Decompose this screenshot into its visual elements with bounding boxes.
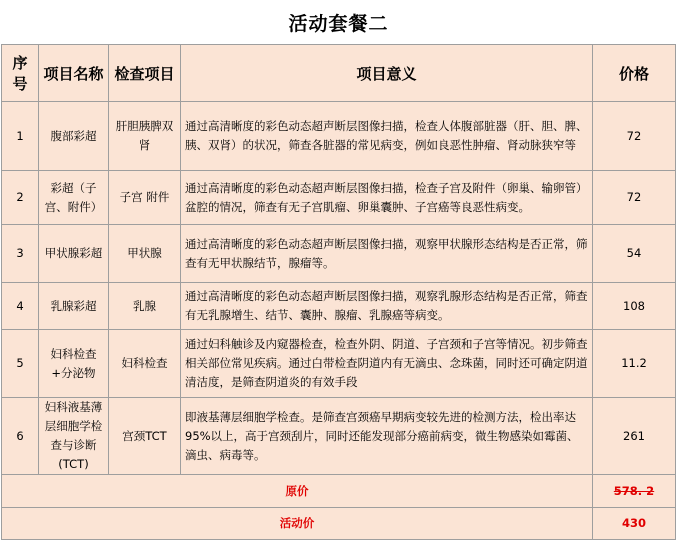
row-no: 5 xyxy=(2,330,39,398)
original-price-value xyxy=(593,475,676,508)
original-price-row xyxy=(2,475,676,508)
row-check: 乳腺 xyxy=(109,283,181,330)
row-price: 72 xyxy=(593,171,676,225)
row-check: 甲状腺 xyxy=(109,225,181,283)
promo-price-label: 活动价 xyxy=(2,508,593,540)
row-no: 1 xyxy=(2,102,39,171)
package-table xyxy=(1,44,676,540)
row-check: 肝胆胰脾双肾 xyxy=(109,102,181,171)
header-no: 序号 xyxy=(2,45,39,102)
promo-price-value: 430 xyxy=(593,508,676,540)
row-name: 腹部彩超 xyxy=(39,102,109,171)
row-meaning: 通过高清晰度的彩色动态超声断层图像扫描，观察甲状腺形态结构是否正常，筛查有无甲状腺结节，腺瘤等。 xyxy=(181,225,593,283)
row-name: 妇科检查+分泌物 xyxy=(39,330,109,398)
row-no: 2 xyxy=(2,171,39,225)
original-price-amount: 578. 2 xyxy=(613,483,655,498)
row-name: 乳腺彩超 xyxy=(39,283,109,330)
table-row xyxy=(2,102,676,171)
row-meaning: 通过妇科触诊及内窥器检查，检查外阴、阴道、子宫颈和子宫等情况。初步筛查相关部位常见疾病。通过白带检查阴道内有无滴虫、念珠菌，同时还可确定阴道清洁度，是筛查阴道炎的有效手段 xyxy=(181,330,593,398)
original-price-label: 原价 xyxy=(2,475,593,508)
row-price: 108 xyxy=(593,283,676,330)
row-no: 6 xyxy=(2,398,39,475)
row-check: 子宫 附件 xyxy=(109,171,181,225)
row-meaning: 通过高清晰度的彩色动态超声断层图像扫描，检查人体腹部脏器（肝、胆、脾、胰、双肾）的状况，筛查各脏器的常见病变，例如良恶性肿瘤、肾动脉狭窄等 xyxy=(181,102,593,171)
header-meaning: 项目意义 xyxy=(181,45,593,102)
row-price: 54 xyxy=(593,225,676,283)
row-name: 甲状腺彩超 xyxy=(39,225,109,283)
header-check: 检查项目 xyxy=(109,45,181,102)
header-name: 项目名称 xyxy=(39,45,109,102)
row-name: 彩超（子宫、附件） xyxy=(39,171,109,225)
row-check: 妇科检查 xyxy=(109,330,181,398)
row-no: 4 xyxy=(2,283,39,330)
table-row xyxy=(2,171,676,225)
row-meaning: 即液基薄层细胞学检查。是筛查宫颈癌早期病变较先进的检测方法，检出率达95%以上，高于宫颈刮片，同时还能发现部分癌前病变，微生物感染如霉菌、滴虫、病毒等。 xyxy=(181,398,593,475)
header-row xyxy=(2,45,676,102)
row-price: 261 xyxy=(593,398,676,475)
table-row xyxy=(2,398,676,475)
promo-price-row xyxy=(2,508,676,540)
row-name: 妇科液基薄层细胞学检查与诊断(TCT) xyxy=(39,398,109,475)
table-row xyxy=(2,283,676,330)
row-price: 72 xyxy=(593,102,676,171)
page-title: 活动套餐二 xyxy=(288,12,389,35)
row-price: 11.2 xyxy=(593,330,676,398)
row-check: 宫颈TCT xyxy=(109,398,181,475)
row-no: 3 xyxy=(2,225,39,283)
row-meaning: 通过高清晰度的彩色动态超声断层图像扫描，检查子宫及附件（卵巢、输卵管）盆腔的情况，筛查有无子宫肌瘤、卵巢囊肿、子宫癌等良恶性病变。 xyxy=(181,171,593,225)
header-price: 价格 xyxy=(593,45,676,102)
table-row xyxy=(2,225,676,283)
row-meaning: 通过高清晰度的彩色动态超声断层图像扫描，观察乳腺形态结构是否正常，筛查有无乳腺增生、结节、囊肿、腺瘤、乳腺癌等病变。 xyxy=(181,283,593,330)
table-row xyxy=(2,330,676,398)
